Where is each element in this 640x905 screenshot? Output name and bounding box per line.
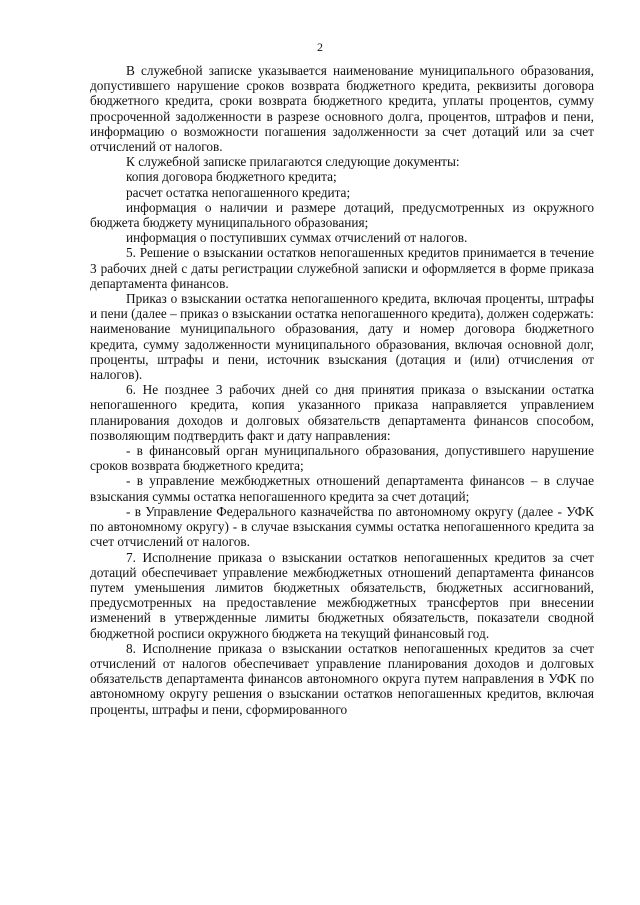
list-item-financial-body: - в финансовый орган муниципального образования, допустившего нарушение сроков возврата бюджетного кредита; — [90, 443, 594, 474]
document-body — [90, 63, 594, 717]
paragraph-order-contents: Приказ о взыскании остатка непогашенного кредита, включая проценты, штрафы и пени (далее – приказ о взыскании остатка непогашенного кредита), должен содержать: наименование муниципального образования, дату и номер договора бюджетного кредита, сумму задолженности муниципального образования, включая основной долг, проценты, штрафы и пени, источник взыскания (дотация и (или) отчисления от налогов). — [90, 291, 594, 383]
list-item-balance-calculation: расчет остатка непогашенного кредита; — [126, 184, 351, 200]
page-number: 2 — [317, 40, 323, 54]
list-item-loan-agreement-copy: копия договора бюджетного кредита; — [126, 169, 337, 185]
paragraph-7-execution-subsidies: 7. Исполнение приказа о взыскании остатков непогашенных кредитов за счет дотаций обеспечивает управление межбюджетных отношений департамента финансов путем уменьшения лимитов бюджетных обязательств, бюджетных ассигнований, предусмотренных на предоставление межбюджетных трансфертов при внесении изменений в утвержденные лимиты бюджетных обязательств, показатели сводной бюджетной росписи окружного бюджета на текущий финансовый год. — [90, 549, 594, 641]
list-item-federal-treasury: - в Управление Федерального казначейства по автономному округу (далее - УФК по автономному округу) - в случае взыскания суммы остатка непогашенного кредита за счет отчислений от налогов. — [90, 503, 594, 550]
paragraph-memo-contents: В служебной записке указывается наименование муниципального образования, допустившего нарушение сроков возврата бюджетного кредита, реквизиты договора бюджетного кредита, сроки возврата бюджетного кредита, уплаты процентов, сумму просроченной задолженности в разрезе основного долга, процентов, штрафов и пени, информацию о возможности погашения задолженности за счет дотаций или за счет отчислений от налогов. — [90, 63, 594, 155]
list-item-interbudget-department: - в управление межбюджетных отношений департамента финансов – в случае взыскания суммы остатка непогашенного кредита за счет дотаций; — [90, 473, 594, 504]
list-item-tax-deductions-info: информация о поступивших суммах отчислений от налогов. — [126, 230, 468, 246]
paragraph-5-decision: 5. Решение о взыскании остатков непогашенных кредитов принимается в течение 3 рабочих дней с даты регистрации служебной записки и оформляется в форме приказа департамента финансов. — [90, 245, 594, 291]
paragraph-6-order-distribution: 6. Не позднее 3 рабочих дней со дня принятия приказа о взыскании остатка непогашенного кредита, копия указанного приказа направляется управлением планирования доходов и долговых обязательств департамента финансов способом, позволяющим подтвердить факт и дату направления: — [90, 382, 594, 443]
paragraph-8-execution-taxes: 8. Исполнение приказа о взыскании остатков непогашенных кредитов за счет отчислений от налогов обеспечивает управление планирования доходов и долговых обязательств департамента финансов автономного округа путем направления в УФК по автономному округу решения о взыскании остатков непогашенных кредитов, включая проценты, штрафы и пени, сформированного — [90, 640, 594, 717]
list-item-subsidies-info: информация о наличии и размере дотаций, предусмотренных из окружного бюджета бюджету муниципального образования; — [90, 199, 594, 231]
paragraph-attachments-intro: К служебной записке прилагаются следующие документы: — [126, 154, 460, 170]
